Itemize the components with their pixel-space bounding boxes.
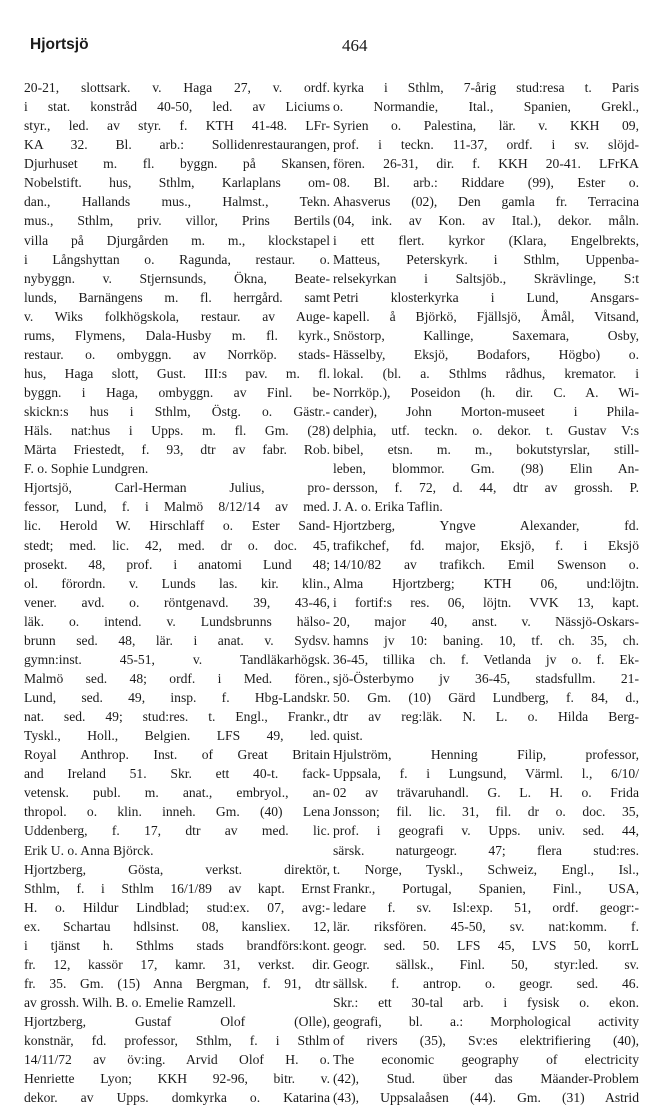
- text-line: hus, Haga slott, Gust. III:s pav. m. fl.: [24, 365, 330, 381]
- text-line: mus., Sthlm, priv. villor, Prins Bertils: [24, 213, 330, 229]
- text-line: Royal Anthrop. Inst. of Great Britain: [24, 747, 330, 763]
- text-line: i fortif:s res. 06, löjtn. VVK 13, kapt.: [333, 594, 639, 610]
- text-line: Hjortzberg, Gustaf Olof (Olle),: [24, 1014, 330, 1030]
- text-line: 36-45, tillika ch. f. Vetlanda jv o. f. Ek-: [333, 651, 639, 667]
- text-line: Ahasverus (02), Den gamla fr. Terracina: [333, 194, 639, 210]
- text-line: Uddenberg, f. 17, dtr av med. lic.: [24, 823, 330, 839]
- page-number: 464: [342, 36, 368, 55]
- text-line: skickn:s hus i Sthlm, Östg. o. Gästr.-: [24, 404, 330, 420]
- text-line: stedt; med. lic. 42, med. dr o. doc. 45,: [24, 537, 330, 553]
- text-line: 08. Bl. arb.: Riddare (99), Ester o.: [333, 175, 639, 191]
- text-line: trafikchef, fd. major, Eksjö, f. i Eksjö: [333, 537, 639, 553]
- text-line: gymn:inst. 45-51, v. Tandläkarhögsk.: [24, 651, 330, 667]
- text-line: (04, ink. av Kon. av Ital.), dekor. måln.: [333, 213, 639, 229]
- text-line: Snöstorp, Kallinge, Saxemara, Osby,: [333, 327, 639, 343]
- text-line: 20, major 40, anst. v. Nässjö-Oskars-: [333, 613, 639, 629]
- text-line: (43), Uppsalaåsen (44). Gm. (31) Astrid: [333, 1090, 639, 1106]
- text-line: lokal. (bl. a. Sthlms rådhus, kremator. i: [333, 365, 639, 381]
- text-line: Malmö sed. 48; ordf. i Med. fören.,: [24, 670, 330, 686]
- text-line: brunn sed. 48, lär. i anat. v. Sydsv.: [24, 632, 330, 648]
- text-line: H. o. Hildur Lindblad; stud:ex. 07, avg:-: [24, 899, 330, 915]
- text-line: and Ireland 51. Skr. ett 40-t. fack-: [24, 766, 330, 782]
- text-line: i Långshyttan o. Ragunda, restaur. o.: [24, 251, 330, 267]
- text-line: nybyggn. v. Stjernsunds, Ökna, Beate-: [24, 270, 330, 286]
- text-line: i ett flert. kyrkor (Klara, Engelbrekts,: [333, 232, 639, 248]
- right-column: [333, 78, 639, 1107]
- text-line: byggn. i Haga, ombyggn. av Finl. be-: [24, 385, 330, 400]
- text-line: Petri klosterkyrka i Lund, Ansgars-: [333, 289, 639, 305]
- text-line: av grossh. Wilh. B. o. Emelie Ramzell.: [24, 995, 236, 1010]
- text-line: quist.: [333, 728, 363, 744]
- text-line: 02 av trävaruhandl. G. L. H. o. Frida: [333, 785, 639, 801]
- text-line: villa på Djurgården m. m., klockstapel: [24, 232, 330, 248]
- text-line: Jonsson; fil. lic. 31, fil. dr o. doc. 35,: [333, 804, 639, 820]
- text-line: geografi, bl. a.: Morphological activity: [333, 1014, 639, 1030]
- text-line: Tyskl., Holl., Belgien. LFS 49, led.: [24, 728, 330, 744]
- text-line: KA 32. Bl. arb.: Sollidenrestaurangen,: [24, 137, 330, 153]
- text-line: 14/10/82 av trafikch. Emil Swenson o.: [333, 556, 639, 572]
- text-line: Alma Hjortzberg; KTH 06, und:löjtn.: [333, 575, 639, 591]
- text-line: fr. 12, kassör 17, kamr. 31, verkst. dir.: [24, 956, 330, 972]
- text-line: kapell. å Björkö, Fjällsjö, Åmål, Vitsand,: [333, 308, 639, 324]
- text-line: restaur. o. ombyggn. av Norrköp. stads-: [24, 346, 330, 362]
- text-line: Skr.: ett 30-tal arb. i fysisk o. ekon.: [333, 995, 639, 1010]
- text-line: lunds, Barnängens m. fl. herrgård. samt: [24, 289, 330, 305]
- text-line: (42), Stud. über das Mäander-Problem: [333, 1071, 639, 1087]
- text-line: o. Normandie, Ital., Spanien, Grekl.,: [333, 99, 639, 115]
- text-line: Syrien o. Palestina, lär. v. KKH 09,: [333, 118, 639, 134]
- text-line: rums, Flymens, Dala-Husby m. fl. kyrk.,: [24, 327, 330, 343]
- text-line: Sthlm, f. i Sthlm 16/1/89 av kapt. Ernst: [24, 880, 330, 896]
- text-line: Geogr. sällsk., Finl. 50, styr:led. sv.: [333, 956, 639, 972]
- text-line: prosekt. 48, prof. i anatomi Lund 48;: [24, 556, 330, 572]
- text-line: konstnär, fd. professor, Sthlm, f. i Sthlm: [24, 1033, 330, 1049]
- page-header: [22, 34, 642, 64]
- text-line: Märta Friestedt, f. 93, dtr av fabr. Rob.: [24, 442, 330, 458]
- left-column: [24, 78, 330, 1107]
- text-line: Norrköp.), Poseidon (h. dir. C. A. Wi-: [333, 385, 639, 400]
- text-line: The economic geography of electricity: [333, 1052, 639, 1068]
- text-line: kyrka i Sthlm, 7-årig stud:resa t. Paris: [333, 80, 639, 95]
- text-line: cander), John Morton-museet i Phila-: [333, 404, 639, 420]
- text-line: Henriette Lyon; KKH 92-96, bitr. v.: [24, 1071, 330, 1087]
- text-line: bibel, etsn. m. m., bokutstyrslar, still-: [333, 442, 639, 458]
- text-line: ledare f. sv. Isl:exp. 51, ordf. geogr:-: [333, 899, 639, 915]
- text-line: v. Wiks folkhögskola, restaur. av Auge-: [24, 308, 330, 324]
- text-line: 20-21, slottsark. v. Haga 27, v. ordf.: [24, 80, 330, 95]
- text-line: Matteus, Peterskyrk. i Sthlm, Uppenba-: [333, 251, 639, 267]
- text-line: dtr av reg:läk. N. L. o. Hilda Berg-: [333, 709, 639, 725]
- text-line: fören. 26-31, dir. f. KKH 20-41. LFrKA: [333, 156, 639, 172]
- text-line: F. o. Sophie Lundgren.: [24, 461, 149, 477]
- text-line: läk. o. intend. v. Lundsbrunns hälso-: [24, 613, 330, 629]
- text-line: fr. 35. Gm. (15) Anna Bergman, f. 91, dtr: [24, 975, 330, 991]
- text-line: ol. förordn. v. Lunds las. kir. klin.,: [24, 575, 330, 591]
- text-line: relsekyrkan i Saltsjöb., Skrävlinge, S:t: [333, 270, 639, 286]
- text-line: i tjänst h. Sthlms stads brandförs:kont.: [24, 937, 330, 953]
- text-line: dekor. av Upps. domkyrka o. Katarina: [24, 1090, 330, 1106]
- text-line: dan., Hallands mus., Halmst., Tekn.: [24, 194, 330, 210]
- text-line: fessor, Lund, f. i Malmö 8/12/14 av med.: [24, 499, 330, 515]
- text-line: t. Norge, Tyskl., Schweiz, Engl., Isl.,: [333, 861, 639, 877]
- text-line: i stat. konstråd 40-50, led. av Liciums: [24, 99, 330, 115]
- text-line: leben, blommor. Gm. (98) Elin An-: [333, 461, 639, 477]
- text-line: lär. riksfören. 45-50, sv. nat:komm. f.: [333, 918, 639, 934]
- text-line: ex. Schartau hdlsinst. 08, kansliex. 12,: [24, 918, 330, 934]
- text-line: of rivers (35), Sv:es elektrifiering (40),: [333, 1033, 639, 1049]
- text-line: geogr. sed. 50. LFS 45, LVS 50, korrL: [333, 937, 639, 953]
- text-line: Hässelby, Eksjö, Bodafors, Högbo) o.: [333, 346, 639, 362]
- text-line: 50. Gm. (10) Gärd Lundberg, f. 84, d.,: [333, 690, 639, 705]
- text-line: Djurhuset m. fl. byggn. på Skansen,: [24, 156, 330, 172]
- text-line: vetensk. publ. m. anat., embryol., an-: [24, 785, 330, 801]
- text-line: thropol. o. klin. inneh. Gm. (40) Lena: [24, 804, 330, 820]
- text-line: Uppsala, f. i Lungsund, Värml. l., 6/10/: [333, 766, 639, 782]
- running-head: Hjortsjö: [30, 36, 89, 53]
- text-line: 14/11/72 av öv:ing. Arvid Olof H. o.: [24, 1052, 330, 1068]
- text-line: dersson, f. 72, d. 44, dtr av grossh. P.: [333, 480, 639, 496]
- text-line: Nobelstift. hus, Sthlm, Karlaplans om-: [24, 175, 330, 191]
- text-line: J. A. o. Erika Taflin.: [333, 499, 443, 515]
- text-line: lic. Herold W. Hirschlaff o. Ester Sand-: [24, 518, 330, 534]
- text-line: vener. avd. o. röntgenavd. 39, 43-46,: [24, 594, 330, 610]
- text-line: Hjortzberg, Yngve Alexander, fd.: [333, 518, 639, 534]
- text-line: sällsk. f. antrop. o. geogr. sed. 46.: [333, 975, 639, 991]
- text-line: Frankr., Portugal, Spanien, Finl., USA,: [333, 880, 639, 896]
- text-line: delphia, utf. teckn. o. dekor. t. Gustav V:s: [333, 423, 639, 439]
- text-line: särsk. naturgeogr. 47; flera stud:res.: [333, 842, 639, 858]
- text-line: sjö-Österbymo jv 36-45, stadsfullm. 21-: [333, 670, 639, 686]
- text-line: Hjortsjö, Carl-Herman Julius, pro-: [24, 480, 330, 496]
- text-line: Häls. nat:hus i Upps. m. fl. Gm. (28): [24, 423, 330, 439]
- text-line: Lund, sed. 49, insp. f. Hbg-Landskr.: [24, 690, 330, 705]
- text-line: prof. i geografi v. Upps. univ. sed. 44,: [333, 823, 639, 839]
- text-line: prof. i teckn. 11-37, ordf. i sv. slöjd-: [333, 137, 639, 153]
- text-line: nat. sed. 49; stud:res. t. Engl., Frankr.,: [24, 709, 330, 725]
- text-line: Hjulström, Henning Filip, professor,: [333, 747, 639, 763]
- text-line: Hjortzberg, Gösta, verkst. direktör,: [24, 861, 330, 877]
- text-line: hamns jv 10: baning. 10, tf. ch. 35, ch.: [333, 632, 639, 648]
- text-line: styr., led. av styr. f. KTH 41-48. LFr-: [24, 118, 330, 134]
- text-line: Erik U. o. Anna Björck.: [24, 842, 154, 858]
